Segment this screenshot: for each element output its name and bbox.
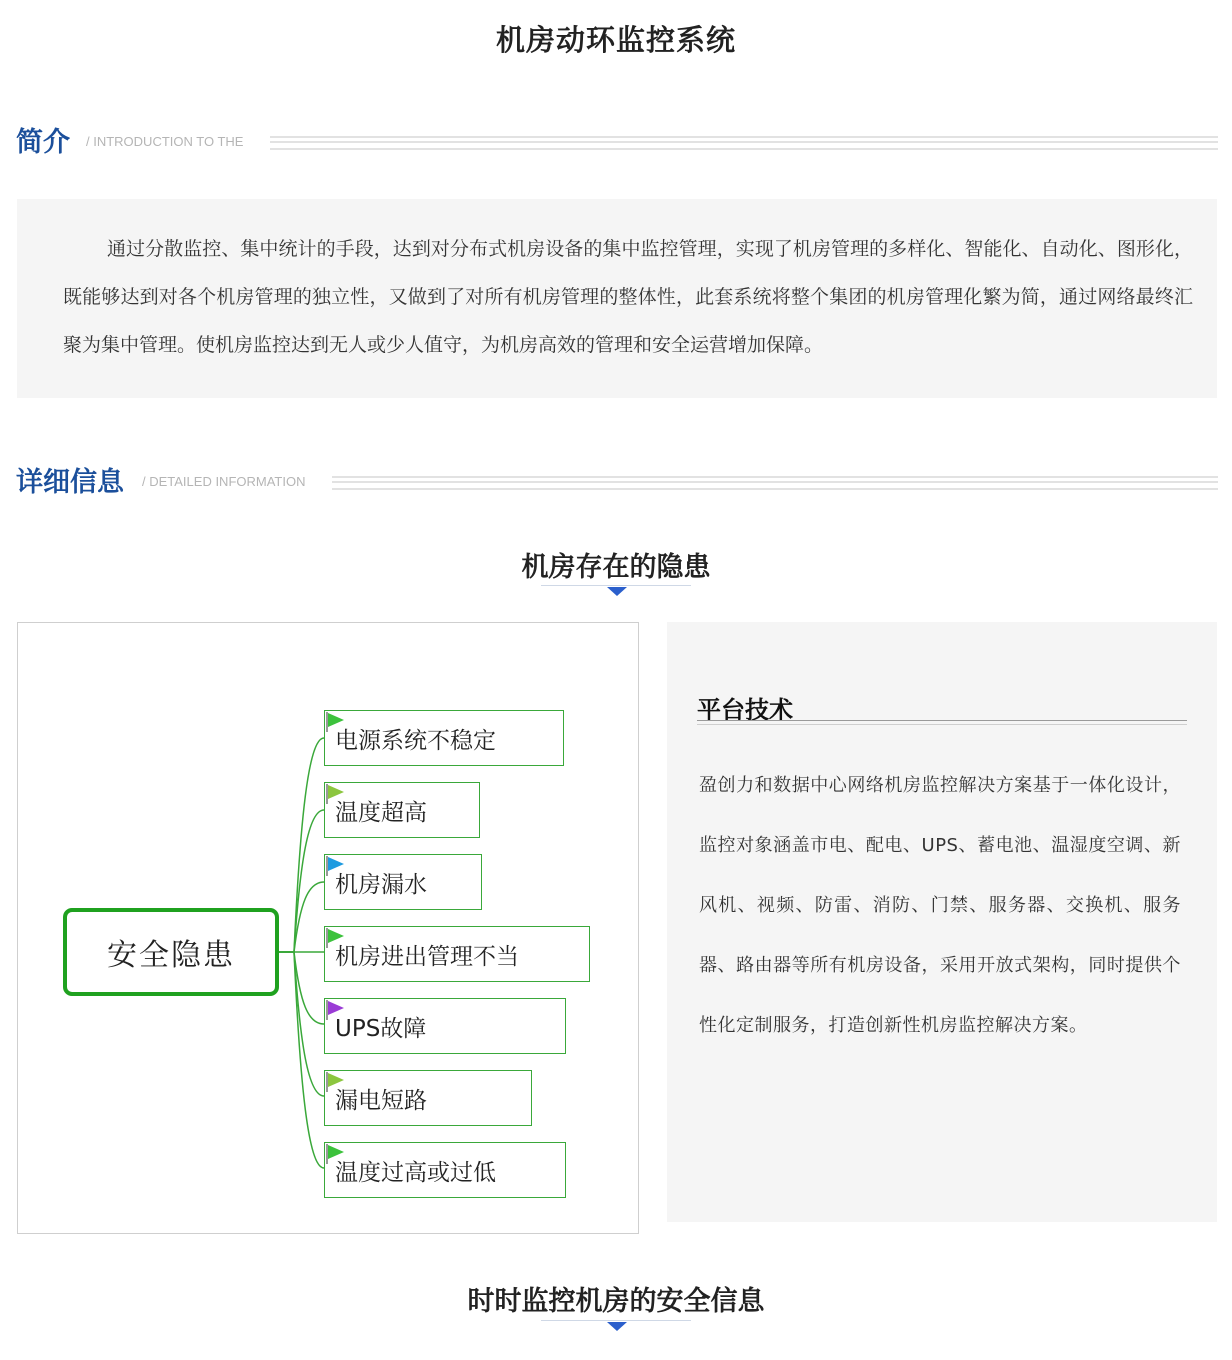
intro-heading: 简介 (16, 127, 70, 158)
platform-box (667, 622, 1217, 1222)
hazards-title: 机房存在的隐患 (521, 552, 711, 583)
connector-line (279, 952, 324, 1168)
hazard-item (324, 926, 590, 982)
detail-heading: 详细信息 (16, 467, 124, 498)
hazard-item-label: 电源系统不稳定 (335, 727, 496, 754)
flag-icon (325, 711, 345, 733)
hazard-item (324, 782, 480, 838)
platform-body: 盈创力和数据中心网络机房监控解决方案基于一体化设计，监控对象涵盖市电、配电、UPS、蓄电池、温湿度空调、新风机、视频、防雷、消防、门禁、服务器、交换机、服务器、路由器等所有机房设备，采用开放式架构，同时提供个性化定制服务，打造创新性机房监控解决方案。 (699, 775, 1181, 1036)
hazard-item (324, 854, 482, 910)
hazard-item (324, 998, 566, 1054)
hazards-title-underline (541, 585, 691, 586)
intro-heading-rule (270, 136, 1218, 150)
hazard-item (324, 710, 564, 766)
hazard-mindmap (17, 622, 639, 1234)
platform-title-rule (697, 720, 1187, 725)
hazard-item-label: 漏电短路 (335, 1087, 427, 1114)
flag-icon (325, 1071, 345, 1093)
monitor-title: 时时监控机房的安全信息 (467, 1286, 765, 1317)
detail-heading-rule (332, 476, 1218, 490)
hazard-item-label: 机房进出管理不当 (335, 943, 519, 970)
connector-line (279, 738, 324, 952)
monitor-title-arrow-icon (607, 1322, 627, 1331)
hazard-item-label: 温度超高 (335, 799, 427, 826)
intro-section-header (16, 120, 1218, 160)
flag-icon (325, 999, 345, 1021)
hazard-item-label: 机房漏水 (335, 871, 427, 898)
connector-line (279, 882, 324, 952)
connector-line (279, 952, 324, 1024)
intro-body: 通过分散监控、集中统计的手段，达到对分布式机房设备的集中监控管理，实现了机房管理的多样化、智能化、自动化、图形化，既能够达到对各个机房管理的独立性，又做到了对所有机房管理的整体性，此套系统将整个集团的机房管理化繁为简，通过网络最终汇聚为集中管理。使机房监控达到无人或少人值守，为机房高效的管理和安全运营增加保障。 (63, 238, 1193, 356)
hazards-title-arrow-icon (607, 587, 627, 596)
platform-title: 平台技术 (697, 696, 793, 724)
flag-icon (325, 855, 345, 877)
intro-box (17, 199, 1217, 398)
detail-section-header (16, 460, 1218, 500)
mindmap-root-node (63, 908, 279, 996)
mindmap-root-label: 安全隐患 (107, 938, 235, 973)
flag-icon (325, 783, 345, 805)
hazard-item (324, 1142, 566, 1198)
intro-heading-en: / INTRODUCTION TO THE (86, 134, 244, 149)
page-title: 机房动环监控系统 (495, 23, 736, 57)
hazard-item (324, 1070, 532, 1126)
hazard-item-label: 温度过高或过低 (335, 1159, 496, 1186)
monitor-title-underline (541, 1320, 691, 1321)
detail-heading-en: / DETAILED INFORMATION (142, 474, 306, 489)
hazard-item-label: UPS故障 (335, 1015, 427, 1042)
flag-icon (325, 1143, 345, 1165)
flag-icon (325, 927, 345, 949)
